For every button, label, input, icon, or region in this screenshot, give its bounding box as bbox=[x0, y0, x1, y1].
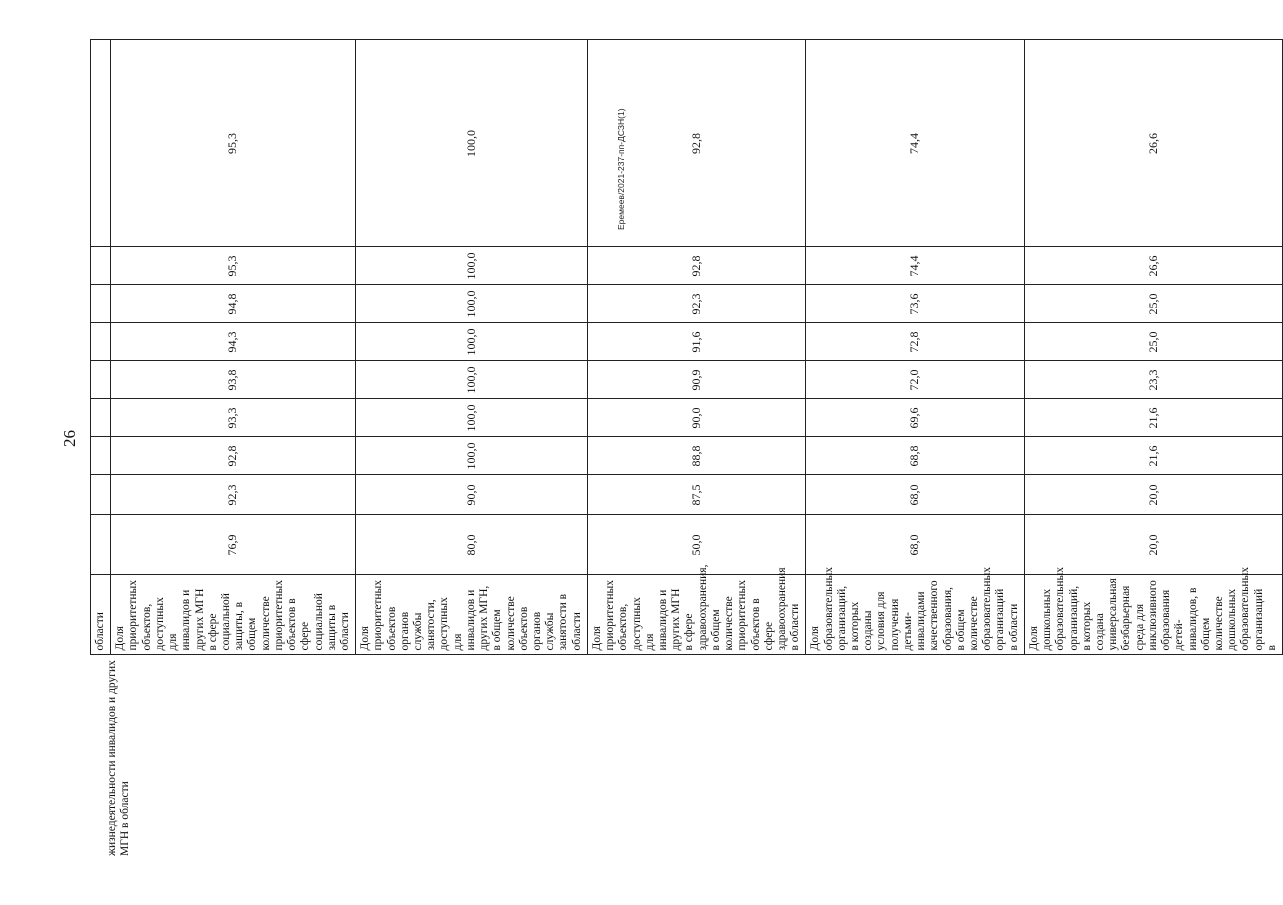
year-value: 21,6 bbox=[1024, 437, 1282, 475]
year-value: 90,9 bbox=[587, 361, 806, 399]
year-value: 88,8 bbox=[587, 437, 806, 475]
base-value: 80,0 bbox=[356, 515, 588, 575]
document-code: Еремеев/2021-237-пп-ДСЗН(1) bbox=[616, 108, 626, 230]
year-value: 100,0 bbox=[356, 247, 588, 285]
final-value: 74,4 bbox=[806, 40, 1025, 247]
table-cell bbox=[91, 437, 111, 475]
table-cell bbox=[91, 361, 111, 399]
row-label: Доля приоритетных объектов, доступных для инвалидов и других МГН в сфере здравоохранения, в общем количестве приоритетных объектов в сфере здравоохранения в области bbox=[587, 575, 806, 655]
final-value: 26,6 bbox=[1024, 40, 1282, 247]
year-value: 68,8 bbox=[806, 437, 1025, 475]
year-value: 23,3 bbox=[1024, 361, 1282, 399]
table-cell bbox=[91, 247, 111, 285]
row-label: Доля приоритетных объектов органов службы занятости, доступных для инвалидов и других МГН, в общем количестве объектов органов службы занятости в области bbox=[356, 575, 588, 655]
year-value: 69,6 bbox=[806, 399, 1025, 437]
indicators-table bbox=[90, 40, 1283, 861]
table-cell bbox=[91, 40, 111, 247]
table-row bbox=[91, 40, 111, 860]
year-value: 95,3 bbox=[111, 247, 356, 285]
year-value: 93,3 bbox=[111, 399, 356, 437]
base-value: 20,0 bbox=[1024, 515, 1282, 575]
year-value: 92,3 bbox=[111, 475, 356, 515]
base-value: 68,0 bbox=[806, 515, 1025, 575]
table-cell bbox=[91, 323, 111, 361]
year-value: 100,0 bbox=[356, 285, 588, 323]
year-value: 73,6 bbox=[806, 285, 1025, 323]
year-value: 21,6 bbox=[1024, 399, 1282, 437]
final-value: 95,3 bbox=[111, 40, 356, 247]
year-value: 68,0 bbox=[806, 475, 1025, 515]
year-value: 100,0 bbox=[356, 361, 588, 399]
base-value: 50,0 bbox=[587, 515, 806, 575]
year-value: 100,0 bbox=[356, 323, 588, 361]
table-cell bbox=[91, 475, 111, 515]
year-value: 94,3 bbox=[111, 323, 356, 361]
final-value: 100,0 bbox=[356, 40, 588, 247]
group-label: жизнедеятельности инвалидов и других МГН в области bbox=[105, 660, 131, 856]
table-cell bbox=[91, 285, 111, 323]
year-value: 91,6 bbox=[587, 323, 806, 361]
page-number: 26 bbox=[60, 430, 79, 447]
year-value: 92,3 bbox=[587, 285, 806, 323]
table-cell bbox=[91, 515, 111, 575]
group-label-cell bbox=[91, 655, 1283, 860]
year-value: 90,0 bbox=[587, 399, 806, 437]
row-label: Доля образовательных организаций, в которых созданы условия для получения детьми-инвалидами качественного образования, в общем количестве образовательных организаций в области bbox=[806, 575, 1025, 655]
year-value: 25,0 bbox=[1024, 285, 1282, 323]
year-value: 74,4 bbox=[806, 247, 1025, 285]
year-value: 94,8 bbox=[111, 285, 356, 323]
table-cell bbox=[91, 399, 111, 437]
year-value: 26,6 bbox=[1024, 247, 1282, 285]
year-value: 100,0 bbox=[356, 437, 588, 475]
row-label: Доля приоритетных объектов, доступных для инвалидов и других МГН в сфере социальной защиты, в общем количестве приоритетных объектов в сфере социальной защиты в области bbox=[111, 575, 356, 655]
row-label: области bbox=[91, 575, 111, 655]
final-value: 92,8 bbox=[587, 40, 806, 247]
row-label: Доля дошкольных образовательных организаций, в которых создана универсальная безбарьерная среда для инклюзивного образования детей-инвалидов, в общем количестве дошкольных образовательных организаций в bbox=[1024, 575, 1282, 655]
year-value: 72,8 bbox=[806, 323, 1025, 361]
year-value: 87,5 bbox=[587, 475, 806, 515]
year-value: 92,8 bbox=[587, 247, 806, 285]
year-value: 100,0 bbox=[356, 399, 588, 437]
year-value: 72,0 bbox=[806, 361, 1025, 399]
base-value: 76,9 bbox=[111, 515, 356, 575]
year-value: 90,0 bbox=[356, 475, 588, 515]
year-value: 92,8 bbox=[111, 437, 356, 475]
year-value: 93,8 bbox=[111, 361, 356, 399]
year-value: 25,0 bbox=[1024, 323, 1282, 361]
year-value: 20,0 bbox=[1024, 475, 1282, 515]
